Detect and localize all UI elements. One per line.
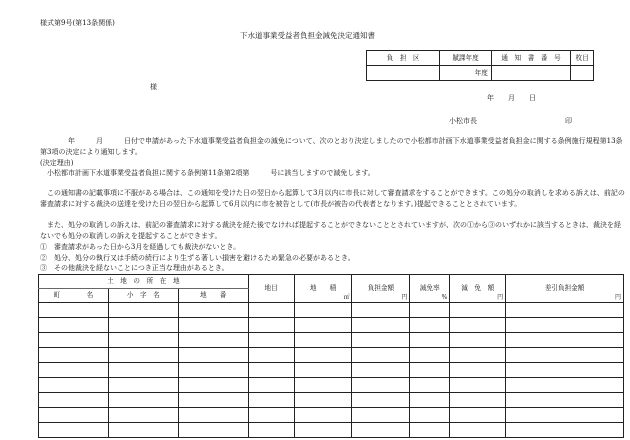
cell[interactable] bbox=[506, 393, 624, 408]
cell[interactable] bbox=[294, 348, 352, 363]
cell[interactable] bbox=[410, 348, 450, 363]
location-header: 土 地 の 所 在 地 bbox=[39, 275, 249, 289]
cell[interactable] bbox=[294, 303, 352, 318]
cell[interactable] bbox=[294, 333, 352, 348]
genmenritsu-header bbox=[410, 275, 450, 303]
cell[interactable] bbox=[506, 348, 624, 363]
cell[interactable] bbox=[248, 408, 294, 423]
cell[interactable] bbox=[248, 303, 294, 318]
mayor-name: 小松市長 bbox=[449, 117, 477, 125]
cell[interactable] bbox=[39, 378, 109, 393]
table-row bbox=[39, 423, 624, 438]
cell[interactable] bbox=[450, 303, 506, 318]
chiseki-header bbox=[294, 275, 352, 303]
cell[interactable] bbox=[248, 318, 294, 333]
cell[interactable] bbox=[248, 393, 294, 408]
cell[interactable] bbox=[178, 333, 248, 348]
lawsuit-notice: また、処分の取消しの訴えは、前記の審査請求に対する裁決を経た後でなければ提起することができないこととされていますが、次の①から③のいずれかに該当するときは、裁決を経ないでも処分の取消しの訴えを提起することができます。 bbox=[40, 221, 621, 240]
condition-3: ③ その他裁決を経ないことにつき正当な理由があるとき。 bbox=[40, 264, 229, 272]
cell[interactable] bbox=[178, 348, 248, 363]
nendo-label: 年度 bbox=[474, 68, 488, 77]
cell[interactable] bbox=[410, 393, 450, 408]
chiseki-label: 地 積 bbox=[309, 284, 337, 293]
table-row bbox=[39, 393, 624, 408]
chiseki-unit: ㎡ bbox=[343, 294, 350, 301]
cell[interactable] bbox=[248, 333, 294, 348]
futankin-unit: 円 bbox=[401, 294, 408, 301]
cell[interactable] bbox=[450, 348, 506, 363]
cell[interactable] bbox=[352, 408, 410, 423]
cell[interactable] bbox=[352, 378, 410, 393]
cell[interactable] bbox=[248, 348, 294, 363]
cell[interactable] bbox=[450, 408, 506, 423]
cell[interactable] bbox=[178, 423, 248, 438]
table-row bbox=[39, 348, 624, 363]
cell[interactable] bbox=[39, 333, 109, 348]
cell[interactable] bbox=[450, 363, 506, 378]
cell[interactable] bbox=[450, 333, 506, 348]
cell[interactable] bbox=[410, 318, 450, 333]
genmengaku-unit: 円 bbox=[497, 294, 504, 301]
cell[interactable] bbox=[108, 348, 178, 363]
futan-ku-value[interactable] bbox=[367, 66, 440, 81]
cell[interactable] bbox=[450, 378, 506, 393]
cell[interactable] bbox=[178, 303, 248, 318]
cell[interactable] bbox=[108, 333, 178, 348]
futankin-label: 負担金額 bbox=[367, 284, 395, 293]
cell[interactable] bbox=[450, 318, 506, 333]
header-maime: 枚目 bbox=[571, 51, 594, 66]
reason-text: 小松都市計画下水道事業受益者負担に関する条例第11条第2項第 号に該当しますので減免します。 bbox=[40, 169, 375, 177]
table-row bbox=[39, 303, 624, 318]
reason-label: (決定理由) bbox=[40, 159, 74, 167]
cell[interactable] bbox=[506, 378, 624, 393]
cell[interactable] bbox=[108, 363, 178, 378]
cell[interactable] bbox=[248, 363, 294, 378]
cell[interactable] bbox=[178, 378, 248, 393]
cell[interactable] bbox=[178, 408, 248, 423]
cell[interactable] bbox=[178, 363, 248, 378]
cell[interactable] bbox=[294, 363, 352, 378]
cell[interactable] bbox=[506, 363, 624, 378]
tsuchisho-bango-value[interactable] bbox=[491, 66, 570, 81]
cell[interactable] bbox=[108, 303, 178, 318]
cell[interactable] bbox=[352, 423, 410, 438]
chimoku-header: 地目 bbox=[248, 275, 294, 303]
header-info-table bbox=[366, 50, 594, 81]
cell[interactable] bbox=[352, 303, 410, 318]
cell[interactable] bbox=[178, 393, 248, 408]
header-futan-ku: 負 担 区 bbox=[367, 51, 440, 66]
cell[interactable] bbox=[410, 333, 450, 348]
futankin-header bbox=[352, 275, 410, 303]
cell[interactable] bbox=[506, 333, 624, 348]
header-tsuchisho-bango: 通 知 書 番 号 bbox=[491, 51, 570, 66]
sashihiki-header bbox=[506, 275, 624, 303]
chiban-header: 地 番 bbox=[178, 289, 248, 303]
sashihiki-unit: 円 bbox=[614, 294, 621, 301]
header-fuka-nendo: 賦課年度 bbox=[440, 51, 492, 66]
cell[interactable] bbox=[39, 408, 109, 423]
cell[interactable] bbox=[248, 378, 294, 393]
cell[interactable] bbox=[506, 408, 624, 423]
maime-value[interactable] bbox=[571, 66, 594, 81]
land-table bbox=[38, 274, 624, 438]
cell[interactable] bbox=[450, 423, 506, 438]
cell[interactable] bbox=[178, 318, 248, 333]
seal-mark: 印 bbox=[565, 117, 572, 125]
machi-header: 町 名 bbox=[39, 289, 109, 303]
cell[interactable] bbox=[352, 363, 410, 378]
cell[interactable] bbox=[108, 378, 178, 393]
cell[interactable] bbox=[352, 318, 410, 333]
document-title: 下水道事業受益者負担金減免決定通知書 bbox=[240, 31, 375, 40]
cell[interactable] bbox=[39, 348, 109, 363]
genmengaku-header bbox=[450, 275, 506, 303]
cell[interactable] bbox=[294, 318, 352, 333]
addressee-suffix: 様 bbox=[150, 83, 157, 91]
form-number: 様式第9号(第13条関係) bbox=[40, 19, 115, 27]
cell[interactable] bbox=[410, 363, 450, 378]
cell[interactable] bbox=[108, 393, 178, 408]
cell[interactable] bbox=[352, 333, 410, 348]
table-row bbox=[39, 333, 624, 348]
sashihiki-label: 差引負担金額 bbox=[544, 284, 585, 293]
cell[interactable] bbox=[410, 423, 450, 438]
cell[interactable] bbox=[294, 378, 352, 393]
cell[interactable] bbox=[410, 378, 450, 393]
cell[interactable] bbox=[39, 303, 109, 318]
koaza-header: 小 字 名 bbox=[108, 289, 178, 303]
genmengaku-label: 減 免 額 bbox=[461, 284, 495, 293]
cell[interactable] bbox=[506, 318, 624, 333]
condition-2: ② 処分、処分の執行又は手続の続行により生ずる著しい損害を避けるため緊急の必要があるとき。 bbox=[40, 253, 355, 262]
cell[interactable] bbox=[506, 303, 624, 318]
genmenritsu-unit: % bbox=[441, 294, 448, 301]
appeal-notice: この通知書の記載事項に不服がある場合は、この通知を受けた日の翌日から起算して3月以内に市長に対して審査請求をすることができます。この処分の取消しを求める訴えは、前記の審査請求に対する裁決の送達を受けた日の翌日から起算して6月以内に市を被告として(市長が被告の代表者となります。)提起できることとされています。 bbox=[40, 189, 625, 208]
cell[interactable] bbox=[39, 423, 109, 438]
cell[interactable] bbox=[352, 393, 410, 408]
fuka-nendo-value[interactable] bbox=[440, 66, 492, 81]
cell[interactable] bbox=[39, 318, 109, 333]
genmenritsu-label: 減免率 bbox=[419, 284, 440, 293]
cell[interactable] bbox=[248, 423, 294, 438]
cell[interactable] bbox=[108, 318, 178, 333]
cell[interactable] bbox=[108, 408, 178, 423]
intro-paragraph: 年 月 日付で申請があった下水道事業受益者負担金の減免について、次のとおり決定しましたので小松都市計画下水道事業受益者負担金に関する条例施行規程第13条第3項の決定により通知します。 bbox=[40, 137, 623, 156]
cell[interactable] bbox=[294, 423, 352, 438]
cell[interactable] bbox=[410, 408, 450, 423]
table-row bbox=[39, 408, 624, 423]
table-row bbox=[39, 378, 624, 393]
cell[interactable] bbox=[352, 348, 410, 363]
cell[interactable] bbox=[39, 393, 109, 408]
table-row bbox=[39, 318, 624, 333]
cell[interactable] bbox=[450, 393, 506, 408]
condition-1: ① 審査請求があった日から3月を経過しても裁決がないとき。 bbox=[40, 243, 241, 251]
cell[interactable] bbox=[294, 393, 352, 408]
cell[interactable] bbox=[108, 423, 178, 438]
cell[interactable] bbox=[294, 408, 352, 423]
cell[interactable] bbox=[506, 423, 624, 438]
cell[interactable] bbox=[39, 363, 109, 378]
notice-date: 年 月 日 bbox=[487, 94, 536, 102]
table-row bbox=[39, 363, 624, 378]
cell[interactable] bbox=[410, 303, 450, 318]
